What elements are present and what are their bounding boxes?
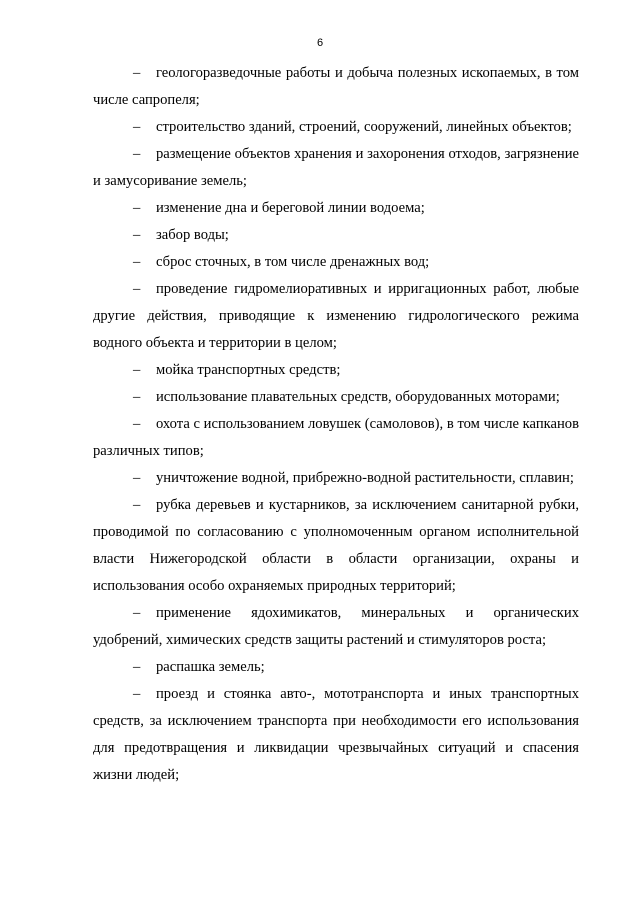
list-item-text: проведение гидромелиоративных и ирригационных работ, любые другие действия, приводящие к изменению гидрологического режима водного объекта и территории в целом; <box>93 281 579 351</box>
list-item-text: рубка деревьев и кустарников, за исключением санитарной рубки, проводимой по согласованию с уполномоченным органом исполнительной власти Нижегородской области в области организации, охраны и использования особо охраняемых природных территорий; <box>93 497 579 594</box>
list-item <box>93 654 579 681</box>
list-dash: – <box>133 281 141 297</box>
list-item-text: мойка транспортных средств; <box>156 362 341 378</box>
list-item <box>93 681 579 789</box>
list-item-text: использование плавательных средств, оборудованных моторами; <box>156 389 560 405</box>
list-item-text: забор воды; <box>156 227 229 243</box>
list-dash: – <box>133 416 141 432</box>
list-item-text: изменение дна и береговой линии водоема; <box>156 200 425 216</box>
list-dash: – <box>133 254 141 270</box>
list-item <box>93 222 579 249</box>
list-item-text: сброс сточных, в том числе дренажных вод; <box>156 254 430 270</box>
list-dash: – <box>133 146 141 162</box>
list-dash: – <box>133 389 141 405</box>
list-item-text: распашка земель; <box>156 659 265 675</box>
list-item <box>93 60 579 114</box>
list-item <box>93 141 579 195</box>
list-dash: – <box>133 605 141 621</box>
list-item <box>93 411 579 465</box>
list-dash: – <box>133 659 141 675</box>
list-item <box>93 384 579 411</box>
list-item <box>93 600 579 654</box>
list-item-text: охота с использованием ловушек (самоловов), в том числе капканов различных типов; <box>93 416 579 459</box>
list-item-text: геологоразведочные работы и добыча полезных ископаемых, в том числе сапропеля; <box>93 65 579 108</box>
list-dash: – <box>133 200 141 216</box>
list-item-text: размещение объектов хранения и захоронения отходов, загрязнение и замусоривание земель; <box>93 146 579 189</box>
list-item-text: строительство зданий, строений, сооружений, линейных объектов; <box>156 119 572 135</box>
list-item <box>93 357 579 384</box>
list-item <box>93 195 579 222</box>
list-dash: – <box>133 227 141 243</box>
prohibited-activities-list <box>93 60 579 789</box>
list-dash: – <box>133 497 141 513</box>
list-item-text: проезд и стоянка авто-, мототранспорта и иных транспортных средств, за исключением транспорта при необходимости его использования для предотвращения и ликвидации чрезвычайных ситуаций и спасения жизни людей; <box>93 686 579 783</box>
list-dash: – <box>133 119 141 135</box>
list-item <box>93 114 579 141</box>
list-dash: – <box>133 362 141 378</box>
list-dash: – <box>133 470 141 486</box>
list-item <box>93 492 579 600</box>
list-item <box>93 465 579 492</box>
list-dash: – <box>133 65 141 81</box>
page-number: 6 <box>316 37 324 49</box>
list-item-text: применение ядохимикатов, минеральных и органических удобрений, химических средств защиты растений и стимуляторов роста; <box>93 605 579 648</box>
list-item-text: уничтожение водной, прибрежно-водной растительности, сплавин; <box>156 470 574 486</box>
list-item <box>93 276 579 357</box>
list-dash: – <box>133 686 141 702</box>
list-item <box>93 249 579 276</box>
